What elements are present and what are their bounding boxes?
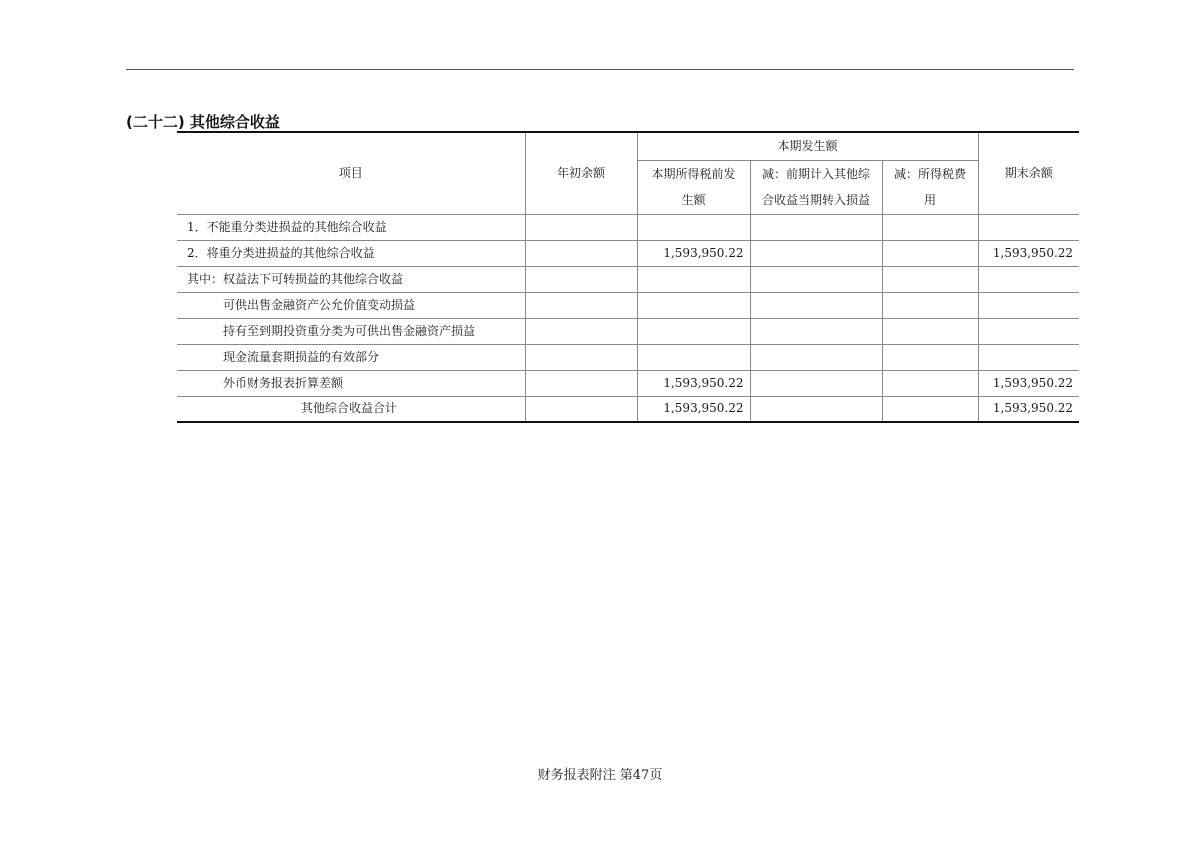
row-item-label: 2．将重分类进损益的其他综合收益 xyxy=(177,240,525,266)
section-title: (二十二) 其他综合收益 xyxy=(126,113,280,131)
cell-opening xyxy=(525,370,637,396)
col-header-pretax-line2: 生额 xyxy=(681,193,706,207)
cell-reclass xyxy=(750,266,882,292)
cell-pretax xyxy=(637,292,750,318)
table-row xyxy=(177,214,1079,240)
col-header-less-reclassified xyxy=(750,160,882,214)
cell-closing xyxy=(978,344,1079,370)
table-row xyxy=(177,370,1079,396)
cell-opening xyxy=(525,266,637,292)
col-header-closing-balance: 期末余额 xyxy=(978,132,1079,214)
cell-tax xyxy=(882,396,978,422)
cell-closing xyxy=(978,266,1079,292)
cell-pretax: 1,593,950.22 xyxy=(637,370,750,396)
cell-opening xyxy=(525,318,637,344)
col-header-reclass-line1: 减：前期计入其他综 xyxy=(761,167,870,181)
cell-reclass xyxy=(750,370,882,396)
row-item-label: 持有至到期投资重分类为可供出售金融资产损益 xyxy=(177,318,525,344)
cell-opening xyxy=(525,396,637,422)
cell-closing xyxy=(978,318,1079,344)
cell-reclass xyxy=(750,344,882,370)
cell-tax xyxy=(882,266,978,292)
cell-reclass xyxy=(750,292,882,318)
cell-opening xyxy=(525,292,637,318)
table-row xyxy=(177,266,1079,292)
col-header-less-income-tax xyxy=(882,160,978,214)
cell-pretax xyxy=(637,318,750,344)
cell-pretax: 1,593,950.22 xyxy=(637,396,750,422)
cell-closing: 1,593,950.22 xyxy=(978,240,1079,266)
cell-closing: 1,593,950.22 xyxy=(978,370,1079,396)
cell-closing: 1,593,950.22 xyxy=(978,396,1079,422)
col-header-pretax-line1: 本期所得税前发 xyxy=(651,167,736,181)
col-header-current-period-group: 本期发生额 xyxy=(637,132,978,160)
table-row xyxy=(177,292,1079,318)
cell-pretax xyxy=(637,214,750,240)
col-header-opening-balance: 年初余额 xyxy=(525,132,637,214)
col-header-pretax-amount xyxy=(637,160,750,214)
row-item-label: 其他综合收益合计 xyxy=(177,396,525,422)
cell-tax xyxy=(882,240,978,266)
table-row xyxy=(177,240,1079,266)
cell-reclass xyxy=(750,240,882,266)
col-header-reclass-line2: 合收益当期转入损益 xyxy=(761,193,870,207)
total-row xyxy=(177,396,1079,422)
row-item-label: 现金流量套期损益的有效部分 xyxy=(177,344,525,370)
cell-opening xyxy=(525,344,637,370)
cell-pretax xyxy=(637,266,750,292)
col-header-tax-line1: 减：所得税费 xyxy=(894,167,967,181)
cell-reclass xyxy=(750,214,882,240)
col-header-tax-line2: 用 xyxy=(924,193,937,207)
row-item-label: 其中：权益法下可转损益的其他综合收益 xyxy=(177,266,525,292)
cell-tax xyxy=(882,344,978,370)
cell-tax xyxy=(882,370,978,396)
cell-pretax xyxy=(637,344,750,370)
cell-closing xyxy=(978,292,1079,318)
table-row xyxy=(177,318,1079,344)
header-rule xyxy=(126,69,1074,70)
cell-opening xyxy=(525,240,637,266)
col-header-item: 项目 xyxy=(177,132,525,214)
cell-reclass xyxy=(750,396,882,422)
cell-tax xyxy=(882,292,978,318)
row-item-label: 可供出售金融资产公允价值变动损益 xyxy=(177,292,525,318)
page-footer: 财务报表附注 第47页 xyxy=(537,768,663,783)
cell-pretax: 1,593,950.22 xyxy=(637,240,750,266)
cell-tax xyxy=(882,214,978,240)
row-item-label: 1．不能重分类进损益的其他综合收益 xyxy=(177,214,525,240)
cell-reclass xyxy=(750,318,882,344)
cell-opening xyxy=(525,214,637,240)
other-comprehensive-income-table xyxy=(177,131,1079,423)
row-item-label: 外币财务报表折算差额 xyxy=(177,370,525,396)
cell-closing xyxy=(978,214,1079,240)
cell-tax xyxy=(882,318,978,344)
table-row xyxy=(177,344,1079,370)
